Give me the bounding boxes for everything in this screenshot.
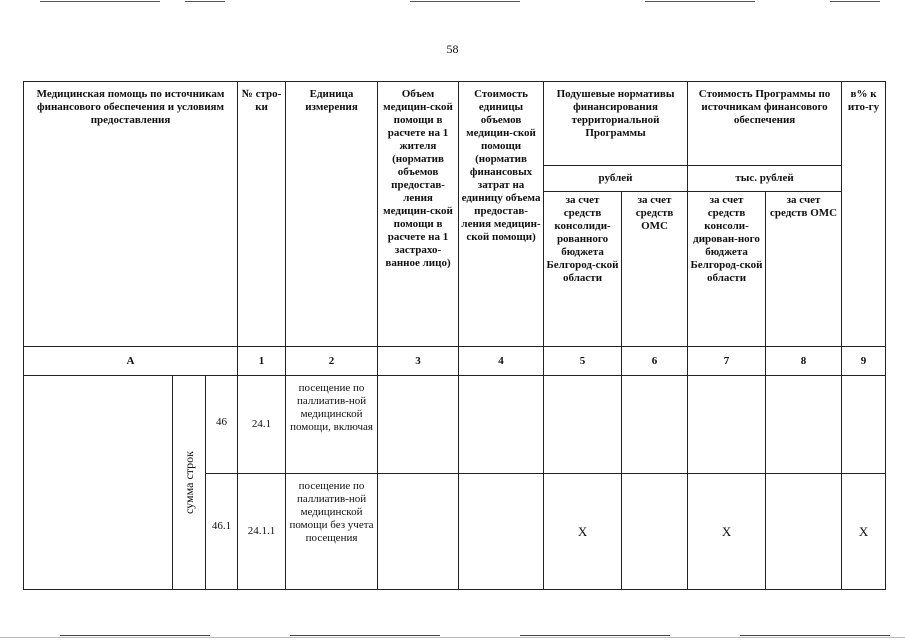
header-col-8: за счет средств ОМС xyxy=(766,192,842,347)
header-col-6: за счет средств ОМС xyxy=(622,192,688,347)
header-col-9: в% к ито-гу xyxy=(842,82,886,347)
header-col-1: № стро-ки xyxy=(238,82,286,347)
page-number: 58 xyxy=(446,42,459,56)
header-group-7-8: Стоимость Программы по источникам финансового обеспечения xyxy=(688,82,842,166)
index-4: 4 xyxy=(459,347,544,376)
header-col-4: Стоимость единицы объемов медицин-ской помощи (норматив финансовых затрат на единицу объема предостав-ления медицин-ской помощи) xyxy=(459,82,544,347)
header-unit-5-6: рублей xyxy=(544,166,688,192)
index-a: А xyxy=(24,347,238,376)
header-col-a: Медицинская помощь по источникам финансового обеспечения и условиям предоставления xyxy=(24,82,238,347)
group-label: сумма строк xyxy=(181,451,196,514)
row-c7: X xyxy=(688,474,766,590)
row-c8 xyxy=(766,474,842,590)
medical-care-table xyxy=(23,81,886,590)
row-unit: посещение по паллиатив-ной медицинской помощи без учета посещения xyxy=(286,474,378,590)
index-2: 2 xyxy=(286,347,378,376)
row-subnum: 24.1 xyxy=(238,376,286,474)
index-8: 8 xyxy=(766,347,842,376)
row-c3 xyxy=(378,474,459,590)
row-subnum: 24.1.1 xyxy=(238,474,286,590)
header-group-5-6: Подушевые нормативы финансирования территориальной Программы xyxy=(544,82,688,166)
row-num: 46.1 xyxy=(206,474,238,590)
row-c5 xyxy=(544,376,622,474)
blank-label-cell xyxy=(24,376,173,590)
index-6: 6 xyxy=(622,347,688,376)
index-5: 5 xyxy=(544,347,622,376)
index-7: 7 xyxy=(688,347,766,376)
row-unit: посещение по паллиатив-ной медицинской помощи, включая xyxy=(286,376,378,474)
header-col-3: Объем медицин-ской помощи в расчете на 1 жителя (норматив объемов предостав-ления медицин-ской помощи в расчете на 1 застрахо-ванное лицо) xyxy=(378,82,459,347)
row-num: 46 xyxy=(206,376,238,474)
index-9: 9 xyxy=(842,347,886,376)
table-row xyxy=(24,376,886,474)
group-label-cell xyxy=(173,376,206,590)
row-c7 xyxy=(688,376,766,474)
header-col-7: за счет средств консоли-дирован-ного бюджета Белгород-ской области xyxy=(688,192,766,347)
row-c6 xyxy=(622,474,688,590)
row-c8 xyxy=(766,376,842,474)
row-c9: X xyxy=(842,474,886,590)
row-c3 xyxy=(378,376,459,474)
header-col-2: Единица измерения xyxy=(286,82,378,347)
index-1: 1 xyxy=(238,347,286,376)
row-c6 xyxy=(622,376,688,474)
row-c5: X xyxy=(544,474,622,590)
header-unit-7-8: тыс. рублей xyxy=(688,166,842,192)
row-c9 xyxy=(842,376,886,474)
row-c4 xyxy=(459,376,544,474)
row-c4 xyxy=(459,474,544,590)
index-3: 3 xyxy=(378,347,459,376)
header-col-5: за счет средств консолиди-рованного бюджета Белгород-ской области xyxy=(544,192,622,347)
